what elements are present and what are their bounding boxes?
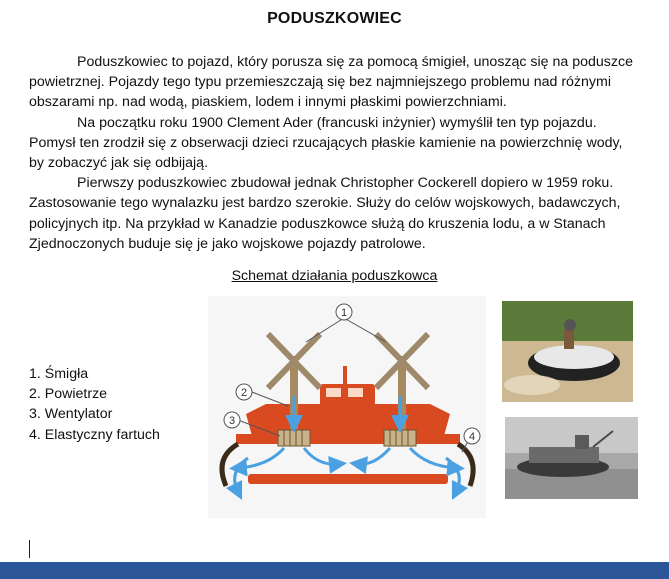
hovercraft-diagram xyxy=(208,296,486,518)
hovercraft-photo-sand xyxy=(502,301,633,402)
fan-right xyxy=(384,430,416,446)
legend-item-fan: 3. Wentylator xyxy=(29,406,113,423)
paragraph-1: Poduszkowiec to pojazd, który porusza się za pomocą śmigieł, unosząc się na poduszce powietrznej. Pojazdy tego typu przemieszczają się bez najmniejszego problemu nad różnymi obszarami np. nad wodą, piaskiem, lodem i innymi płaskimi powierzchniami. xyxy=(29,54,633,111)
marker-1 xyxy=(336,304,352,320)
document-title: PODUSZKOWIEC xyxy=(267,10,402,27)
document-body xyxy=(29,52,641,254)
paragraph-2: Na początku roku 1900 Clement Ader (francuski inżynier) wymyślił ten typ pojazdu. Pomysł ten zrodził się z obserwacji dzieci rzucających płaskie kamienie na powierzchnię wody, by zobaczyć jak się odbijają. xyxy=(29,114,623,172)
status-bar xyxy=(0,562,669,579)
text-cursor xyxy=(29,540,30,558)
fan-left xyxy=(278,430,310,446)
diagram-caption: Schemat działania poduszkowca xyxy=(231,268,438,284)
legend-item-air: 2. Powietrze xyxy=(29,386,108,403)
marker-1-label: 1 xyxy=(340,307,348,319)
legend-item-propellers: 1. Śmigła xyxy=(29,366,89,382)
legend-item-skirt: 4. Elastyczny fartuch xyxy=(29,426,160,443)
marker-3 xyxy=(224,412,240,428)
marker-2-label: 2 xyxy=(240,387,248,399)
marker-2 xyxy=(236,384,252,400)
marker-4 xyxy=(464,428,480,444)
marker-3-label: 3 xyxy=(228,415,236,427)
diagram-legend xyxy=(29,364,160,445)
marker-4-label: 4 xyxy=(468,431,476,443)
paragraph-3: Pierwszy poduszkowiec zbudował jednak Christopher Cockerell dopiero w 1959 roku. Zastosowanie tego wynalazku jest bardzo szerokie. Służy do celów wojskowych, badawczych, policyjnych itp. Na przykład w Kanadzie poduszkowce służą do kruszenia lodu, a w Stanach Zjednoczonych buduje się je jako wojskowe pojazdy patrolowe. xyxy=(29,175,621,252)
hovercraft-photo-military xyxy=(505,417,638,499)
